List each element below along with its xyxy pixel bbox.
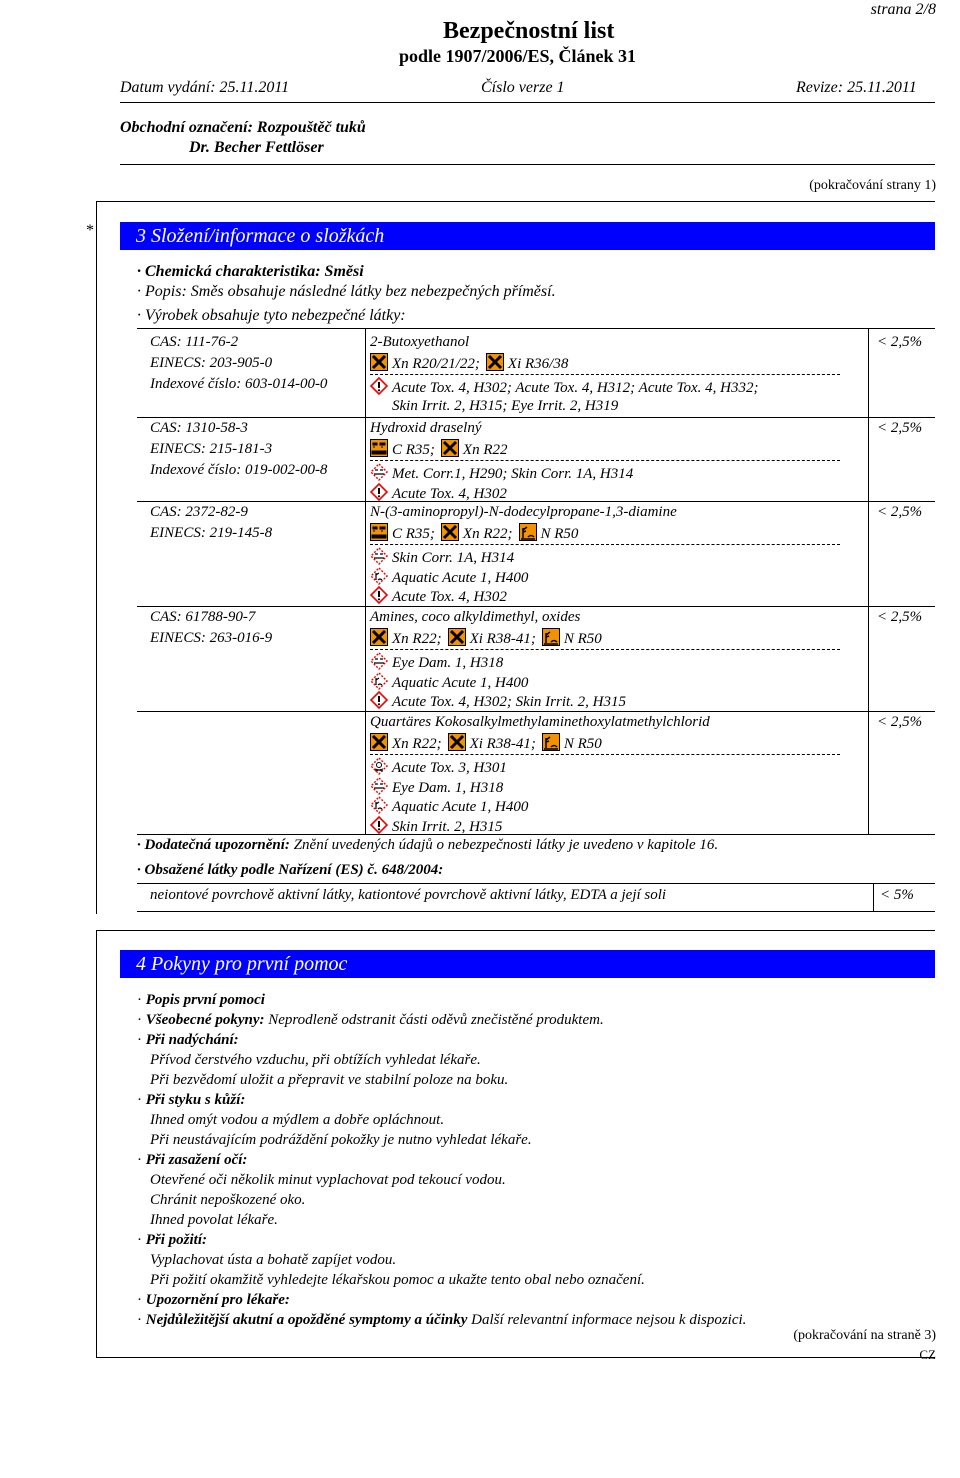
substance-id: EINECS: 219-145-8	[150, 525, 273, 541]
first-aid-text: Vyplachovat ústa a bohatě zapíjet vodou.	[150, 1252, 397, 1268]
first-aid-text: Ihned povolat lékaře.	[150, 1212, 278, 1228]
dsd-code	[486, 356, 568, 372]
substance-percent: < 2,5%	[877, 504, 923, 520]
classification-separator	[370, 544, 840, 545]
table-row-divider	[137, 834, 935, 835]
first-aid-line	[150, 1170, 506, 1190]
substance-percent: < 2,5%	[877, 609, 923, 625]
first-aid-line: · Při zasažení očí:	[137, 1152, 248, 1168]
section4-border	[96, 930, 97, 1358]
extra-notes-text: Znění uvedených údajů o nebezpečnosti látky je uvedeno v kapitole 16.	[289, 837, 719, 853]
extra-notes-label: · Dodatečná upozornění:	[137, 837, 290, 853]
substance-name: N-(3-aminopropyl)-N-dodecylpropane-1,3-diamine	[370, 504, 677, 520]
substance-name: Hydroxid draselný	[370, 420, 482, 436]
harmful-x-icon	[441, 523, 459, 541]
dsd-code	[448, 736, 536, 752]
dsd-code	[441, 526, 513, 542]
substance-id: CAS: 1310-58-3	[150, 420, 248, 436]
section4-bottom-border	[96, 1357, 935, 1358]
environment-ghs-icon	[370, 672, 388, 690]
dsd-code-text: Xn R22;	[392, 736, 442, 752]
document-title: Bezpečnostní list	[443, 18, 615, 44]
section4-top-border	[96, 930, 935, 931]
classification-separator	[370, 649, 840, 650]
composition-desc: · Popis: Směs obsahuje následné látky bez nebezpečných příměsí.	[137, 283, 556, 300]
first-aid-label: Při požití:	[145, 1232, 208, 1248]
corrosion-ghs-icon	[370, 547, 388, 565]
first-aid-text: Další relevantní informace nejsou k dispozici.	[467, 1312, 747, 1328]
dsd-code-text: Xi R38-41;	[469, 736, 536, 752]
clp-text: Acute Tox. 3, H301	[392, 760, 507, 776]
first-aid-line: · Upozornění pro lékaře:	[137, 1292, 290, 1308]
substance-id: EINECS: 215-181-3	[150, 441, 273, 457]
clp-classification	[370, 672, 528, 693]
substance-name: 2-Butoxyethanol	[370, 334, 470, 350]
exclamation-icon	[370, 586, 388, 604]
dsd-code	[370, 736, 442, 752]
clp-classification	[370, 567, 528, 588]
chem-characteristic: · Chemická charakteristika: Směsi	[137, 263, 364, 280]
document-subtitle: podle 1907/2006/ES, Článek 31	[399, 46, 637, 66]
section4-banner: 4 Pokyny pro první pomoc	[120, 950, 935, 978]
first-aid-line	[150, 1270, 645, 1290]
corrosion-ghs-icon	[370, 777, 388, 795]
regulation-text: neiontové povrchově aktivní látky, kationtové povrchově aktivní látky, EDTA a její soli	[150, 887, 667, 903]
first-aid-line	[150, 1130, 532, 1150]
substance-id: CAS: 111-76-2	[150, 334, 239, 350]
clp-text: Skin Irrit. 2, H315; Eye Irrit. 2, H319	[392, 397, 619, 414]
dsd-code-text: C R35;	[392, 442, 435, 458]
extra-notes	[137, 837, 718, 854]
dsd-classification	[370, 523, 584, 544]
table-row-divider	[137, 417, 935, 418]
environment-icon	[542, 733, 560, 751]
continued-to: (pokračování na straně 3)	[793, 1328, 936, 1343]
classification-separator	[370, 754, 840, 755]
harmful-x-icon	[448, 628, 466, 646]
dsd-code-text: Xn R22;	[462, 526, 513, 542]
clp-text: Aquatic Acute 1, H400	[392, 569, 529, 586]
substance-id: Indexové číslo: 019-002-00-8	[150, 462, 328, 478]
first-aid-label: Popis první pomoci	[145, 992, 265, 1008]
first-aid-text: Při bezvědomí uložit a přepravit ve stabilní poloze na boku.	[150, 1072, 509, 1088]
language-code: CZ	[919, 1347, 936, 1362]
clp-classification	[370, 397, 618, 416]
environment-icon	[542, 628, 560, 646]
clp-text: Aquatic Acute 1, H400	[392, 674, 529, 691]
first-aid-line: · Při styku s kůží:	[137, 1092, 246, 1108]
first-aid-line	[150, 1050, 481, 1070]
clp-text: Eye Dam. 1, H318	[392, 779, 504, 796]
header-divider	[120, 102, 935, 103]
first-aid-text: Ihned omýt vodou a mýdlem a dobře opláchnout.	[150, 1112, 445, 1128]
substance-id: CAS: 61788-90-7	[150, 609, 256, 625]
dsd-code-text: N R50	[540, 526, 579, 542]
table-row-divider	[137, 711, 935, 712]
first-aid-line: · Popis první pomoci	[137, 992, 265, 1008]
issue-date: Datum vydání: 25.11.2011	[120, 79, 290, 96]
header-divider-2	[120, 164, 935, 165]
revision-date: Revize: 25.11.2011	[796, 79, 917, 96]
dsd-code-text: N R50	[563, 631, 602, 647]
regulation-label: · Obsažené látky podle Nařízení (ES) č. 648/2004:	[137, 862, 444, 878]
harmful-x-icon	[370, 733, 388, 751]
hazardous-heading: · Výrobek obsahuje tyto nebezpečné látky:	[137, 307, 406, 324]
clp-classification	[370, 777, 503, 798]
substance-percent: < 2,5%	[877, 714, 923, 730]
reg-table-top	[137, 883, 935, 884]
clp-classification	[370, 547, 514, 568]
dsd-code	[448, 631, 536, 647]
clp-classification	[370, 377, 759, 398]
corrosive-icon	[370, 439, 388, 457]
corrosion-ghs-icon	[370, 652, 388, 670]
clp-classification	[370, 463, 633, 484]
first-aid-line: · Při požití:	[137, 1232, 208, 1248]
first-aid-label: Při nadýchání:	[145, 1032, 239, 1048]
substance-name: Quartäres Kokosalkylmethylaminethoxylatmethylchlorid	[370, 714, 710, 730]
dsd-code-text: Xn R22;	[392, 631, 442, 647]
clp-text: Eye Dam. 1, H318	[392, 655, 504, 671]
dsd-classification	[370, 733, 608, 754]
reg-table-divider	[873, 883, 874, 911]
first-aid-label: Upozornění pro lékaře:	[145, 1292, 290, 1308]
first-aid-text: Při požití okamžitě vyhledejte lékařskou pomoc a ukažte tento obal nebo označení.	[150, 1272, 645, 1288]
dsd-code	[542, 631, 602, 647]
clp-text: Acute Tox. 4, H302	[392, 485, 507, 502]
harmful-x-icon	[370, 353, 388, 371]
dsd-code-text: C R35;	[392, 526, 435, 542]
continued-from: (pokračování strany 1)	[809, 178, 936, 193]
classification-separator	[370, 374, 840, 375]
harmful-x-icon	[486, 353, 504, 371]
corrosion-ghs-icon	[370, 463, 388, 481]
dsd-code-text: Xn R20/21/22;	[392, 356, 480, 372]
exclamation-icon	[370, 691, 388, 709]
clp-text: Acute Tox. 4, H302	[392, 589, 507, 605]
clp-classification	[370, 796, 528, 817]
table-top-line	[137, 328, 935, 329]
dsd-code	[542, 736, 602, 752]
first-aid-text: Chránit nepoškozené oko.	[150, 1192, 306, 1208]
first-aid-line	[150, 1250, 396, 1270]
corrosive-icon	[370, 523, 388, 541]
first-aid-line	[150, 1110, 444, 1130]
clp-classification	[370, 652, 503, 673]
dsd-code-text: Xi R38-41;	[469, 631, 536, 647]
first-aid-label: Nejdůležitější akutní a opožděné symptomy a účinky	[145, 1312, 468, 1328]
first-aid-label: Při styku s kůží:	[145, 1092, 246, 1108]
substance-id: CAS: 2372-82-9	[150, 504, 248, 520]
classification-separator	[370, 460, 840, 461]
version-number: Číslo verze 1	[481, 79, 565, 96]
dsd-code-text: Xn R22	[462, 442, 508, 458]
exclamation-icon	[370, 816, 388, 834]
first-aid-label: Všeobecné pokyny:	[145, 1012, 265, 1028]
environment-ghs-icon	[370, 567, 388, 585]
dsd-code	[370, 631, 442, 647]
environment-icon	[519, 523, 537, 541]
harmful-x-icon	[448, 733, 466, 751]
first-aid-line: · Při nadýchání:	[137, 1032, 239, 1048]
substance-name: Amines, coco alkyldimethyl, oxides	[370, 609, 581, 625]
first-aid-text: Otevřené oči několik minut vyplachovat pod tekoucí vodou.	[150, 1172, 506, 1188]
clp-text: Met. Corr.1, H290; Skin Corr. 1A, H314	[392, 466, 634, 482]
harmful-x-icon	[441, 439, 459, 457]
first-aid-line: · Všeobecné pokyny: Neprodleně odstranit části oděvů znečistěné produktem.	[137, 1012, 604, 1028]
reg-table-bottom	[137, 911, 935, 912]
dsd-code	[370, 442, 435, 458]
first-aid-line	[150, 1210, 278, 1230]
first-aid-line	[150, 1070, 508, 1090]
substance-percent: < 2,5%	[877, 420, 923, 436]
section3-border	[96, 201, 97, 914]
trade-name: Obchodní označení: Rozpouštěč tuků	[120, 119, 366, 136]
clp-text: Skin Corr. 1A, H314	[392, 550, 515, 566]
dsd-code	[441, 442, 508, 458]
clp-text: Acute Tox. 4, H302; Acute Tox. 4, H312; Acute Tox. 4, H332;	[392, 380, 759, 396]
dsd-code	[519, 526, 579, 542]
dsd-code-text: N R50	[563, 736, 602, 752]
substance-percent: < 2,5%	[877, 334, 923, 350]
first-aid-label: Při zasažení očí:	[145, 1152, 248, 1168]
substance-id: Indexové číslo: 603-014-00-0	[150, 376, 328, 392]
clp-text: Acute Tox. 4, H302; Skin Irrit. 2, H315	[392, 694, 627, 710]
substance-id: EINECS: 203-905-0	[150, 355, 273, 371]
dsd-classification	[370, 353, 574, 374]
revision-asterisk: *	[86, 222, 94, 239]
clp-classification	[370, 586, 507, 607]
table-column-divider	[365, 328, 366, 835]
dsd-classification	[370, 628, 608, 649]
clp-text: Skin Irrit. 2, H315	[392, 818, 503, 835]
section3-banner: 3 Složení/informace o složkách	[120, 222, 935, 250]
regulation-percent: < 5%	[880, 887, 914, 903]
section3-top-border	[96, 201, 935, 202]
exclamation-icon	[370, 377, 388, 395]
dsd-code	[370, 356, 480, 372]
dsd-code-text: Xi R36/38	[507, 356, 569, 372]
skull-ghs-icon	[370, 757, 388, 775]
clp-classification	[370, 691, 626, 712]
table-row-divider	[137, 501, 935, 502]
first-aid-text: Neprodleně odstranit části oděvů znečistěné produktem.	[264, 1012, 604, 1028]
first-aid-text: Při neustávajícím podráždění pokožky je nutno vyhledat lékaře.	[150, 1132, 532, 1148]
first-aid-line: · Nejdůležitější akutní a opožděné symptomy a účinky Další relevantní informace nejsou k dispozici.	[137, 1312, 747, 1328]
table-row-divider	[137, 606, 935, 607]
table-column-divider	[868, 328, 869, 835]
clp-classification	[370, 757, 507, 778]
trade-name-line2: Dr. Becher Fettlöser	[189, 139, 324, 156]
first-aid-line	[150, 1190, 305, 1210]
environment-ghs-icon	[370, 796, 388, 814]
exclamation-icon	[370, 483, 388, 501]
dsd-classification	[370, 439, 514, 460]
dsd-code	[370, 526, 435, 542]
substance-id: EINECS: 263-016-9	[150, 630, 273, 646]
first-aid-text: Přívod čerstvého vzduchu, při obtížích vyhledat lékaře.	[150, 1052, 481, 1068]
clp-text: Aquatic Acute 1, H400	[392, 799, 529, 815]
page-number: strana 2/8	[870, 1, 936, 18]
harmful-x-icon	[370, 628, 388, 646]
